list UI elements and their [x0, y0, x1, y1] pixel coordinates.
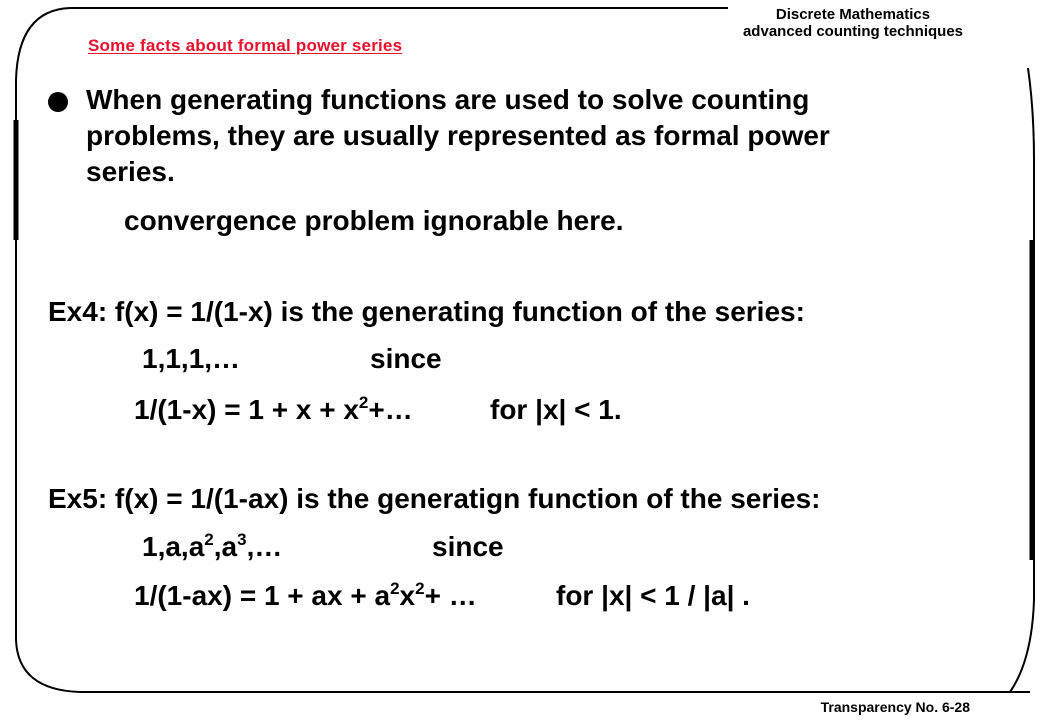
bullet-line-2: problems, they are usually represented as formal power [86, 120, 830, 151]
ex5-series-part-2: ,a [213, 531, 238, 562]
ex5-formula-part-2: x [399, 580, 416, 611]
bullet-line-1: When generating functions are used to solve counting [86, 84, 810, 115]
ex5-series-part-1: 1,a,a [142, 531, 205, 562]
course-name: Discrete Mathematics [775, 6, 931, 23]
bullet-line-3: series. [86, 156, 175, 187]
ex5-series-part-3: ,… [246, 531, 283, 562]
ex5-formula [134, 580, 477, 612]
ex5-since: since [432, 531, 504, 562]
ex4-series: 1,1,1,… [142, 343, 241, 374]
ex5-formula-exp-1: 2 [390, 579, 400, 598]
ex5-series-exp-2: 3 [237, 530, 247, 549]
header-block [688, 6, 1018, 40]
ex5-formula-part-3: + … [424, 580, 477, 611]
ex5-formula-exp-2: 2 [415, 579, 425, 598]
bullet-icon [48, 92, 68, 112]
slide-title: Some facts about formal power series [88, 36, 403, 55]
ex5-formula-part-1: 1/(1-ax) = 1 + ax + a [134, 580, 391, 611]
ex4-formula-main: 1/(1-x) = 1 + x + x [134, 394, 359, 425]
ex4-formula [134, 394, 413, 426]
ex5-heading: Ex5: f(x) = 1/(1-ax) is the generatign function of the series: [48, 483, 821, 514]
frame-bottom-left-corner [16, 640, 80, 692]
note-line [96, 205, 623, 237]
ex4-formula-tail: +… [368, 394, 413, 425]
ex4-formula-exponent: 2 [358, 393, 369, 412]
ex4-since: since [370, 343, 442, 374]
course-topic: advanced counting techniques [742, 23, 964, 40]
frame-top-left-corner [16, 8, 70, 80]
ex5-condition: for |x| < 1 / |a| . [556, 580, 750, 611]
ex4-heading: Ex4: f(x) = 1/(1-x) is the generating function of the series: [48, 296, 805, 327]
transparency-number: Transparency No. 6-28 [820, 699, 970, 715]
note-text: convergence problem ignorable here. [124, 205, 624, 236]
ex5-series-exp-1: 2 [204, 530, 214, 549]
ex4-condition: for |x| < 1. [490, 394, 622, 425]
ex5-series [142, 531, 282, 563]
